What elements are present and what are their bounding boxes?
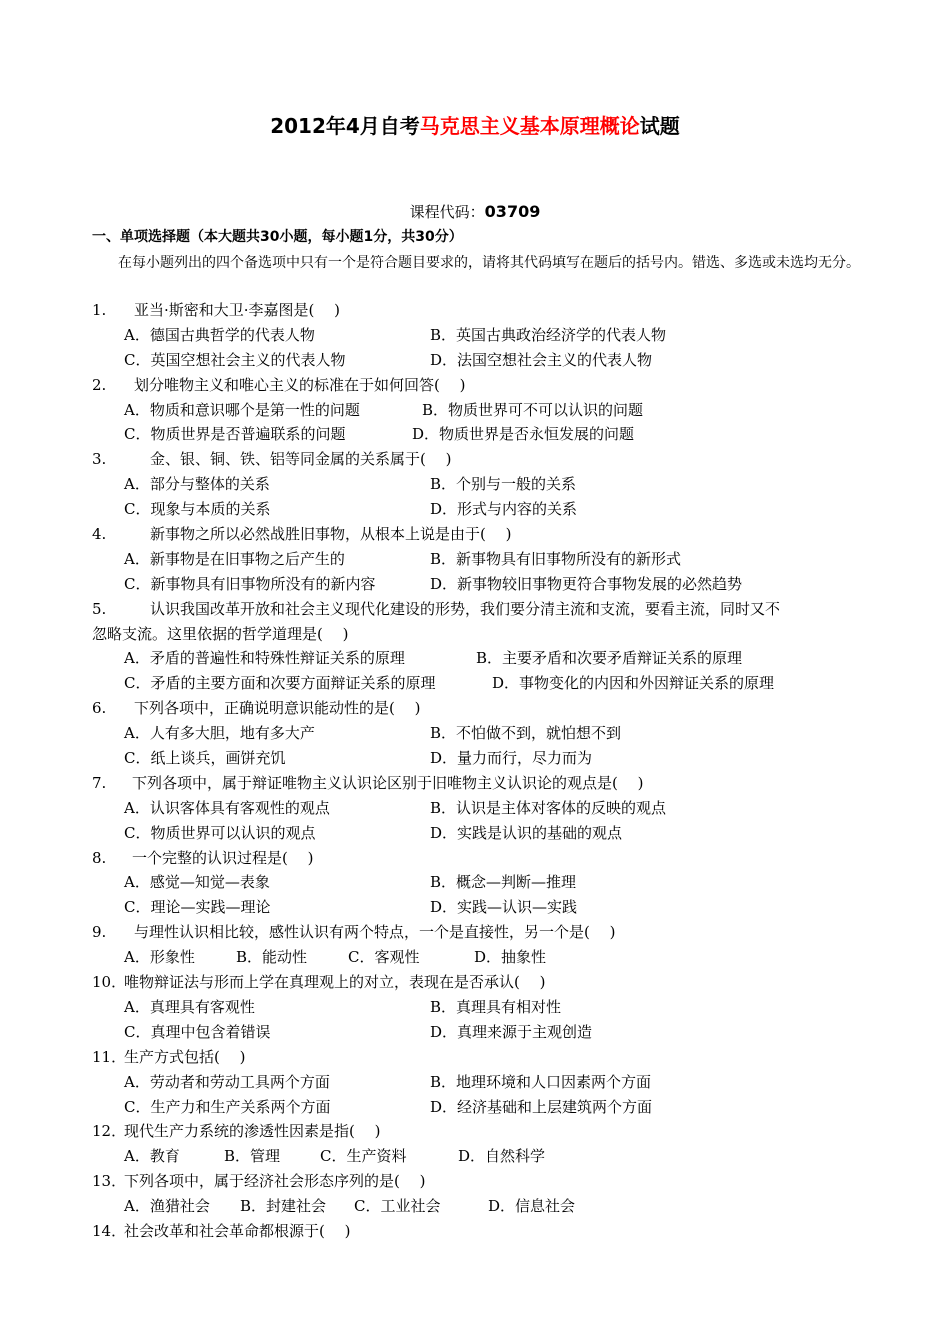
option-b: B．概念—判断—推理	[430, 873, 577, 892]
question-text: 唯物辩证法与形而上学在真理观上的对立，表现在是否承认( )	[124, 973, 546, 992]
options-row	[92, 995, 872, 1020]
question-text: 下列各项中，属于辩证唯物主义认识论区别于旧唯物主义认识论的观点是( )	[132, 773, 644, 792]
option-a: A．部分与整体的关系	[124, 475, 270, 494]
question-text: 生产方式包括( )	[124, 1047, 246, 1066]
options-row	[92, 671, 872, 696]
question-text: 认识我国改革开放和社会主义现代化建设的形势，我们要分清主流和支流，要看主流，同时又不	[150, 599, 781, 618]
question-text: 下列各项中，正确说明意识能动性的是( )	[134, 699, 421, 718]
option-c: C．现象与本质的关系	[124, 500, 271, 519]
options-row	[92, 746, 872, 771]
option-c: C．生产资料	[320, 1147, 407, 1166]
option-b: B．新事物具有旧事物所没有的新形式	[430, 549, 682, 568]
option-d: D．抽象性	[474, 948, 547, 967]
option-a: A．德国古典哲学的代表人物	[124, 325, 315, 344]
option-b: B．个别与一般的关系	[430, 475, 577, 494]
options-row	[92, 895, 872, 920]
options-row	[92, 870, 872, 895]
section-heading: 一、单项选择题（本大题共30小题，每小题1分，共30分）	[92, 229, 463, 245]
question-stem	[92, 1169, 872, 1194]
option-a: A．矛盾的普遍性和特殊性辩证关系的原理	[124, 649, 405, 668]
option-a: A．渔猎社会	[124, 1197, 210, 1216]
option-d: D．实践—认识—实践	[430, 898, 578, 917]
options-row	[92, 398, 872, 423]
option-b: B．不怕做不到，就怕想不到	[430, 724, 622, 743]
option-b: B．英国古典政治经济学的代表人物	[430, 325, 667, 344]
question-text: 金、银、铜、铁、铝等同金属的关系属于( )	[150, 450, 452, 469]
question-number: 9.	[92, 923, 107, 942]
option-c: C．矛盾的主要方面和次要方面辩证关系的原理	[124, 674, 436, 693]
options-row	[92, 422, 872, 447]
question-stem	[92, 1119, 872, 1144]
title-subject: 马克思主义基本原理概论	[419, 114, 640, 138]
question-number: 8.	[92, 848, 107, 867]
question-stem	[92, 298, 872, 323]
option-c: C．物质世界是否普遍联系的问题	[124, 425, 346, 444]
option-a: A．人有多大胆，地有多大产	[124, 724, 315, 743]
question-text: 新事物之所以必然战胜旧事物，从根本上说是由于( )	[150, 525, 512, 544]
option-d: D．新事物较旧事物更符合事物发展的必然趋势	[430, 574, 743, 593]
options-row	[92, 646, 872, 671]
question-stem	[92, 522, 872, 547]
options-row	[92, 323, 872, 348]
course-code	[0, 201, 950, 223]
question-stem	[92, 846, 872, 871]
option-c: C．工业社会	[354, 1197, 441, 1216]
option-a: A．真理具有客观性	[124, 997, 255, 1016]
option-b: B．物质世界可不可以认识的问题	[422, 400, 644, 419]
question-number: 14．	[92, 1221, 127, 1240]
options-row	[92, 1020, 872, 1045]
option-a: A．形象性	[124, 948, 195, 967]
option-a: A．教育	[124, 1147, 180, 1166]
question-stem	[92, 920, 872, 945]
option-a: A．新事物是在旧事物之后产生的	[124, 549, 345, 568]
options-row	[92, 796, 872, 821]
question-number: 13．	[92, 1172, 127, 1191]
option-b: B．真理具有相对性	[430, 997, 562, 1016]
option-c: C．真理中包含着错误	[124, 1022, 271, 1041]
question-stem	[92, 1045, 872, 1070]
question-stem	[92, 1219, 872, 1244]
question-number: 12．	[92, 1122, 127, 1141]
option-d: D．量力而行，尽力而为	[430, 749, 593, 768]
question-text-continued: 忽略支流。这里依据的哲学道理是( )	[92, 624, 349, 643]
question-text: 一个完整的认识过程是( )	[132, 848, 314, 867]
option-d: D．实践是认识的基础的观点	[430, 823, 623, 842]
option-d: D．形式与内容的关系	[430, 500, 578, 519]
option-c: C．理论—实践—理论	[124, 898, 271, 917]
option-d: D．经济基础和上层建筑两个方面	[430, 1097, 653, 1116]
options-row	[92, 821, 872, 846]
question-number: 11．	[92, 1047, 127, 1066]
option-c: C．纸上谈兵，画饼充饥	[124, 749, 286, 768]
question-number: 3.	[92, 450, 107, 469]
option-d: D．自然科学	[458, 1147, 546, 1166]
option-c: C．物质世界可以认识的观点	[124, 823, 316, 842]
options-row	[92, 721, 872, 746]
options-row	[92, 1095, 872, 1120]
question-stem	[92, 771, 872, 796]
option-d: D．真理来源于主观创造	[430, 1022, 593, 1041]
options-row	[92, 497, 872, 522]
option-a: A．物质和意识哪个是第一性的问题	[124, 400, 360, 419]
option-d: D．事物变化的内因和外因辩证关系的原理	[492, 674, 775, 693]
question-text: 划分唯物主义和唯心主义的标准在于如何回答( )	[134, 375, 466, 394]
option-b: B．能动性	[236, 948, 308, 967]
question-number: 10．	[92, 973, 127, 992]
question-number: 1.	[92, 301, 107, 319]
question-text: 下列各项中，属于经济社会形态序列的是( )	[124, 1172, 426, 1191]
options-row	[92, 547, 872, 572]
options-row	[92, 472, 872, 497]
options-row	[92, 945, 872, 970]
course-code-value: 03709	[484, 202, 541, 221]
question-text: 现代生产力系统的渗透性因素是指( )	[124, 1122, 381, 1141]
option-b: B．封建社会	[240, 1197, 327, 1216]
course-code-label: 课程代码：	[409, 203, 485, 221]
option-c: C．生产力和生产关系两个方面	[124, 1097, 331, 1116]
section-instructions: 在每小题列出的四个备选项中只有一个是符合题目要求的，请将其代码填写在题后的括号内。错选、多选或未选均无分。	[118, 255, 860, 271]
option-d: D．物质世界是否永恒发展的问题	[412, 425, 635, 444]
option-b: B．管理	[224, 1147, 281, 1166]
title-prefix: 2012年4月自考	[270, 114, 420, 138]
options-row	[92, 572, 872, 597]
title-suffix: 试题	[639, 114, 680, 138]
question-text: 社会改革和社会革命都根源于( )	[124, 1221, 351, 1240]
question-number: 5.	[92, 599, 107, 618]
question-text: 亚当·斯密和大卫·李嘉图是( )	[134, 301, 341, 319]
option-c: C．客观性	[348, 948, 420, 967]
option-c: C．英国空想社会主义的代表人物	[124, 350, 346, 369]
options-row	[92, 1144, 872, 1169]
question-number: 6.	[92, 699, 107, 718]
option-b: B．主要矛盾和次要矛盾辩证关系的原理	[476, 649, 743, 668]
question-text: 与理性认识相比较，感性认识有两个特点，一个是直接性，另一个是( )	[134, 923, 616, 942]
question-stem	[92, 597, 872, 622]
question-number: 2.	[92, 375, 107, 394]
options-row	[92, 1194, 872, 1219]
option-a: A．感觉—知觉—表象	[124, 873, 270, 892]
page-title	[0, 112, 950, 140]
question-stem-continued	[92, 622, 872, 647]
option-d: D．信息社会	[488, 1197, 576, 1216]
option-a: A．劳动者和劳动工具两个方面	[124, 1072, 330, 1091]
option-c: C．新事物具有旧事物所没有的新内容	[124, 574, 376, 593]
question-stem	[92, 970, 872, 995]
options-row	[92, 1070, 872, 1095]
question-number: 4.	[92, 525, 107, 544]
options-row	[92, 348, 872, 373]
question-stem	[92, 447, 872, 472]
question-number: 7.	[92, 773, 107, 792]
question-list	[92, 298, 872, 1244]
option-b: B．认识是主体对客体的反映的观点	[430, 798, 667, 817]
option-b: B．地理环境和人口因素两个方面	[430, 1072, 652, 1091]
option-a: A．认识客体具有客观性的观点	[124, 798, 330, 817]
question-stem	[92, 696, 872, 721]
option-d: D．法国空想社会主义的代表人物	[430, 350, 653, 369]
question-stem	[92, 373, 872, 398]
